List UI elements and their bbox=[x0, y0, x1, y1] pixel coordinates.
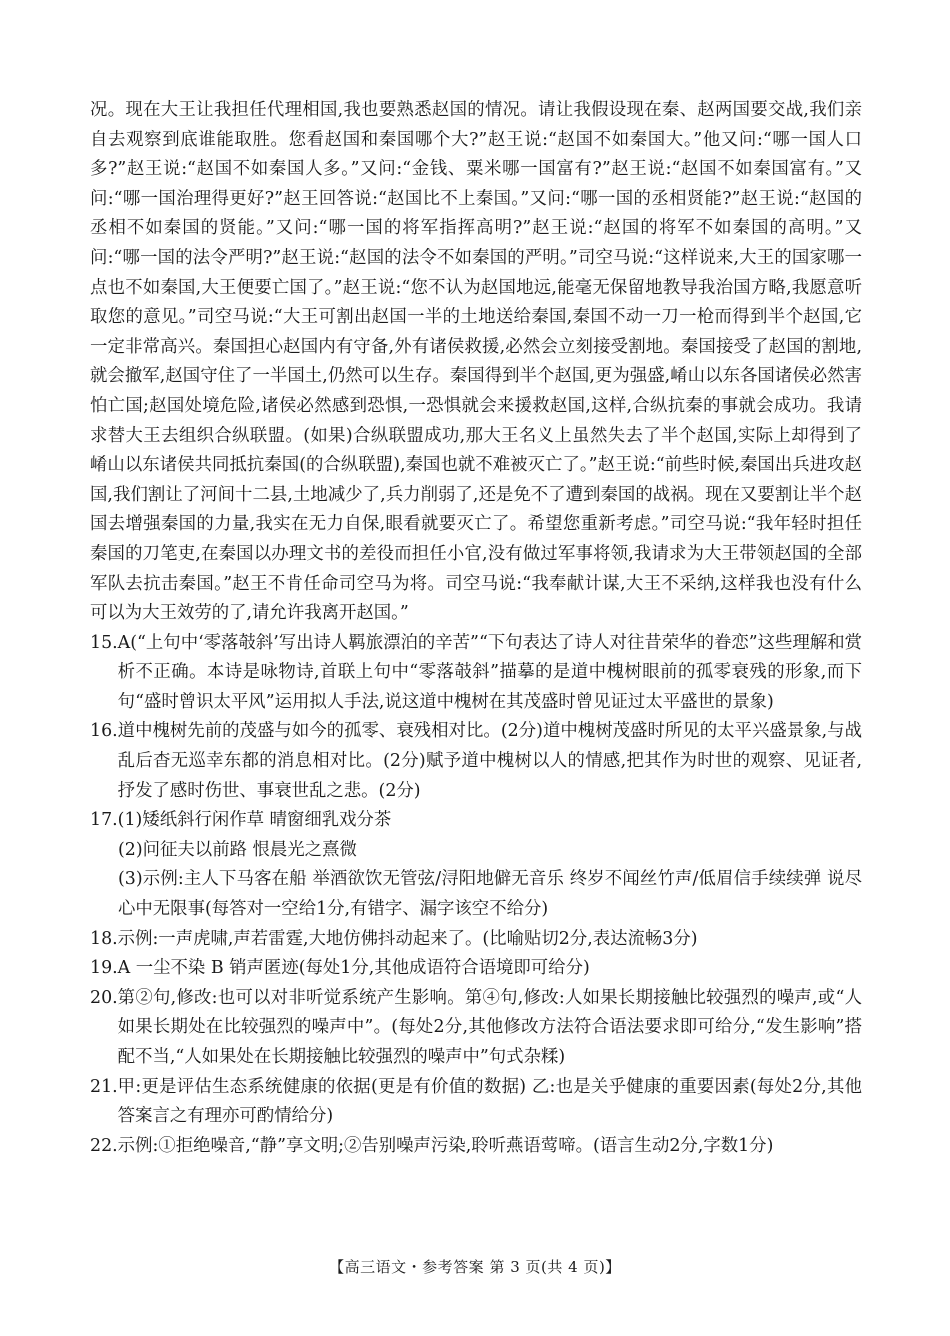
answer-text: A 一尘不染 B 销声匿迹(每处1分,其他成语符合语境即可给分) bbox=[117, 958, 590, 979]
answer-number: 19. bbox=[90, 958, 118, 979]
answer-document bbox=[90, 96, 862, 1161]
answer-number: 16. bbox=[90, 721, 118, 742]
answer-text: 道中槐树先前的茂盛与如今的孤零、衰残相对比。(2分)道中槐树茂盛时所见的太平兴盛景象,与战乱后杳无巡幸东都的消息相对比。(2分)赋予道中槐树以人的情感,把其作为时世的观察、见证者,抒发了感时伤世、事衰世乱之悲。(2分) bbox=[117, 721, 862, 801]
answer-18 bbox=[90, 925, 862, 955]
answer-number: 20. bbox=[90, 987, 118, 1008]
answer-16 bbox=[90, 717, 862, 806]
answer-text: 第②句,修改:也可以对非听觉系统产生影响。第④句,修改:人如果长期接触比较强烈的噪声,或“人如果长期处在比较强烈的噪声中”。(每处2分,其他修改方法符合语法要求即可给分,“发生影响”搭配不当,“人如果处在长期接触比较强烈的噪声中”句式杂糅) bbox=[117, 987, 862, 1067]
answer-text: A(“上句中‘零落攲斜’写出诗人羁旅漂泊的辛苦”“下句表达了诗人对往昔荣华的眷恋”这些理解和赏析不正确。本诗是咏物诗,首联上句中“零落攲斜”描摹的是道中槐树眼前的孤零衰残的形象,而下句“盛时曾识太平风”运用拟人手法,说这道中槐树在其茂盛时曾见证过太平盛世的景象) bbox=[117, 632, 862, 712]
answer-17-part-2: (2)问征夫以前路 恨晨光之熹微 bbox=[118, 839, 357, 860]
answer-20 bbox=[90, 984, 862, 1073]
page-footer: 【高三语文・参考答案 第 3 页(共 4 页)】 bbox=[329, 1258, 621, 1276]
answer-19 bbox=[90, 954, 862, 984]
answer-number: 22. bbox=[90, 1135, 118, 1156]
answer-17-part-3: (3)示例:主人下马客在船 举酒欲饮无管弦/浔阳地僻无音乐 终岁不闻丝竹声/低眉信手续续弹 说尽心中无限事(每答对一空给1分,有错字、漏字该空不给分) bbox=[118, 869, 862, 920]
answer-15 bbox=[90, 629, 862, 718]
answer-number: 17. bbox=[90, 810, 118, 831]
answer-text: 示例:一声虎啸,声若雷霆,大地仿佛抖动起来了。(比喻贴切2分,表达流畅3分) bbox=[117, 928, 698, 949]
answer-number: 15. bbox=[90, 632, 118, 653]
translation-passage: 况。现在大王让我担任代理相国,我也要熟悉赵国的情况。请让我假设现在秦、赵两国要交战,我们亲自去观察到底谁能取胜。您看赵国和秦国哪个大?”赵王说:“赵国不如秦国大。”他又问:“哪一国人口多?”赵王说:“赵国不如秦国人多。”又问:“金钱、粟米哪一国富有?”赵王说:“赵国不如秦国富有。”又问:“哪一国治理得更好?”赵王回答说:“赵国比不上秦国。”又问:“哪一国的丞相贤能?”赵王说:“赵国的丞相不如秦国的贤能。”又问:“哪一国的将军指挥高明?”赵王说:“赵国的将军不如秦国的高明。”又问:“哪一国的法令严明?”赵王说:“赵国的法令不如秦国的严明。”司空马说:“这样说来,大王的国家哪一点也不如秦国,大王便要亡国了。”赵王说:“您不认为赵国地远,能毫无保留地教导我治国方略,我愿意听取您的意见。”司空马说:“大王可割出赵国一半的土地送给秦国,秦国不动一刀一枪而得到半个赵国,它一定非常高兴。秦国担心赵国内有守备,外有诸侯救援,必然会立刻接受割地。秦国接受了赵国的割地,就会撤军,赵国守住了一半国土,仍然可以生存。秦国得到半个赵国,更为强盛,崤山以东各国诸侯必然害怕亡国;赵国处境危险,诸侯必然感到恐惧,一恐惧就会来援救赵国,这样,合纵抗秦的事就会成功。我请求替大王去组织合纵联盟。(如果)合纵联盟成功,那大王名义上虽然失去了半个赵国,实际上却得到了崤山以东诸侯共同抵抗秦国(的合纵联盟),秦国也就不难被灭亡了。”赵王说:“前些时候,秦国出兵进攻赵国,我们割让了河间十二县,土地减少了,兵力削弱了,还是免不了遭到秦国的战祸。现在又要割让半个赵国去增强秦国的力量,我实在无力自保,眼看就要灭亡了。希望您重新考虑。”司空马说:“我年轻时担任秦国的刀笔吏,在秦国以办理文书的差役而担任小官,没有做过军事将领,我请求为大王带领赵国的全部军队去抗击秦国。”赵王不肯任命司空马为将。司空马说:“我奉献计谋,大王不采纳,这样我也没有什么可以为大王效劳的了,请允许我离开赵国。” bbox=[90, 100, 862, 624]
answer-22 bbox=[90, 1132, 862, 1162]
answer-text: 示例:①拒绝噪音,“静”享文明;②告别噪声污染,聆听燕语莺啼。(语言生动2分,字数1分) bbox=[117, 1135, 774, 1156]
answer-number: 18. bbox=[90, 928, 118, 949]
answer-text: 甲:更是评估生态系统健康的依据(更是有价值的数据) 乙:也是关乎健康的重要因素(每处2分,其他答案言之有理亦可酌情给分) bbox=[117, 1076, 862, 1127]
answer-17 bbox=[90, 806, 862, 836]
answer-number: 21. bbox=[90, 1076, 118, 1097]
answer-text: (1)矮纸斜行闲作草 晴窗细乳戏分茶 bbox=[117, 810, 392, 831]
answer-21 bbox=[90, 1073, 862, 1132]
